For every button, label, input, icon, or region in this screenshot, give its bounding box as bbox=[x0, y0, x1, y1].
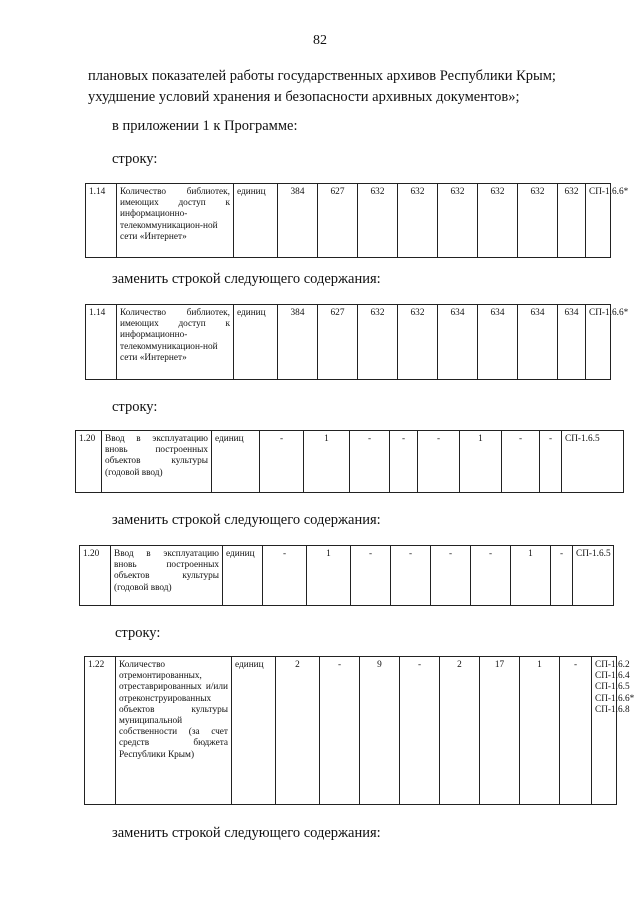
code-cell: СП-1.6.6* bbox=[586, 184, 611, 258]
indicator-table bbox=[84, 656, 635, 805]
code-cell: СП-1.6.6* bbox=[586, 305, 611, 380]
value-cell: 1 bbox=[304, 431, 350, 493]
value-cell: - bbox=[471, 546, 511, 606]
indicator-name: Ввод в эксплуатацию вновь построенных объектов культуры (годовой ввод) bbox=[102, 431, 212, 493]
value-cell: - bbox=[400, 657, 440, 805]
value-cell: - bbox=[351, 546, 391, 606]
code-cell: СП-1.6.5 bbox=[573, 546, 614, 606]
table-row bbox=[85, 657, 617, 805]
row-number: 1.14 bbox=[86, 184, 117, 258]
page-number: 82 bbox=[313, 33, 327, 48]
value-cell: - bbox=[540, 431, 562, 493]
table-row bbox=[76, 431, 624, 493]
indicator-name: Количество библиотек, имеющих доступ к информационно-телекоммуникацион-ной сети «Интернет» bbox=[117, 184, 234, 258]
indicator-name: Количество отремонтированных, отреставрированных и/или отреконструированных объектов культуры муниципальной собственности (за счет средств бюджета Республики Крым) bbox=[116, 657, 232, 805]
value-cell: 632 bbox=[398, 184, 438, 258]
unit-cell: единиц bbox=[212, 431, 260, 493]
unit-cell: единиц bbox=[234, 184, 278, 258]
value-cell: - bbox=[350, 431, 390, 493]
row-number: 1.20 bbox=[80, 546, 111, 606]
table-row bbox=[80, 546, 614, 606]
row-number: 1.22 bbox=[85, 657, 116, 805]
value-cell: - bbox=[560, 657, 592, 805]
value-cell: 2 bbox=[440, 657, 480, 805]
block-label: заменить строкой следующего содержания: bbox=[112, 512, 381, 528]
value-cell: 17 bbox=[480, 657, 520, 805]
indicator-name: Ввод в эксплуатацию вновь построенных объектов культуры (годовой ввод) bbox=[111, 546, 223, 606]
value-cell: 632 bbox=[558, 184, 586, 258]
value-cell: - bbox=[260, 431, 304, 493]
code-cell: СП-1.6.2 СП-1.6.4 СП-1.6.5 СП-1.6.6* СП-1.6.8 bbox=[592, 657, 617, 805]
value-cell: 627 bbox=[318, 305, 358, 380]
indicator-table bbox=[79, 545, 614, 606]
value-cell: 632 bbox=[518, 184, 558, 258]
value-cell: 632 bbox=[438, 184, 478, 258]
value-cell: 632 bbox=[358, 184, 398, 258]
value-cell: 1 bbox=[511, 546, 551, 606]
unit-cell: единиц bbox=[234, 305, 278, 380]
block-label: строку: bbox=[115, 625, 161, 641]
table-row bbox=[86, 184, 611, 258]
block-label: строку: bbox=[112, 399, 158, 415]
indicator-table bbox=[85, 304, 629, 380]
value-cell: 2 bbox=[276, 657, 320, 805]
value-cell: - bbox=[431, 546, 471, 606]
appendix-heading: в приложении 1 к Программе: bbox=[112, 118, 298, 134]
value-cell: 632 bbox=[358, 305, 398, 380]
value-cell: - bbox=[391, 546, 431, 606]
value-cell: 632 bbox=[398, 305, 438, 380]
table-row bbox=[86, 305, 611, 380]
value-cell: - bbox=[390, 431, 418, 493]
block-label: строку: bbox=[112, 151, 158, 167]
value-cell: 384 bbox=[278, 184, 318, 258]
value-cell: 9 bbox=[360, 657, 400, 805]
row-number: 1.14 bbox=[86, 305, 117, 380]
value-cell: - bbox=[263, 546, 307, 606]
value-cell: 1 bbox=[460, 431, 502, 493]
unit-cell: единиц bbox=[223, 546, 263, 606]
closing-label: заменить строкой следующего содержания: bbox=[112, 825, 381, 841]
value-cell: 634 bbox=[518, 305, 558, 380]
value-cell: 1 bbox=[520, 657, 560, 805]
value-cell: - bbox=[418, 431, 460, 493]
row-number: 1.20 bbox=[76, 431, 102, 493]
block-label: заменить строкой следующего содержания: bbox=[112, 271, 381, 287]
value-cell: - bbox=[502, 431, 540, 493]
value-cell: 1 bbox=[307, 546, 351, 606]
intro-line-1: плановых показателей работы государственных архивов Республики Крым; bbox=[88, 68, 556, 84]
value-cell: 634 bbox=[478, 305, 518, 380]
code-cell: СП-1.6.5 bbox=[562, 431, 624, 493]
value-cell: 384 bbox=[278, 305, 318, 380]
value-cell: 634 bbox=[438, 305, 478, 380]
value-cell: 632 bbox=[478, 184, 518, 258]
unit-cell: единиц bbox=[232, 657, 276, 805]
intro-paragraph bbox=[88, 66, 613, 108]
indicator-table bbox=[85, 183, 629, 258]
value-cell: 634 bbox=[558, 305, 586, 380]
value-cell: - bbox=[320, 657, 360, 805]
indicator-name: Количество библиотек, имеющих доступ к информационно-телекоммуникацион-ной сети «Интернет» bbox=[117, 305, 234, 380]
indicator-table bbox=[75, 430, 624, 493]
value-cell: - bbox=[551, 546, 573, 606]
value-cell: 627 bbox=[318, 184, 358, 258]
intro-line-2: ухудшение условий хранения и безопасности архивных документов»; bbox=[88, 89, 520, 105]
